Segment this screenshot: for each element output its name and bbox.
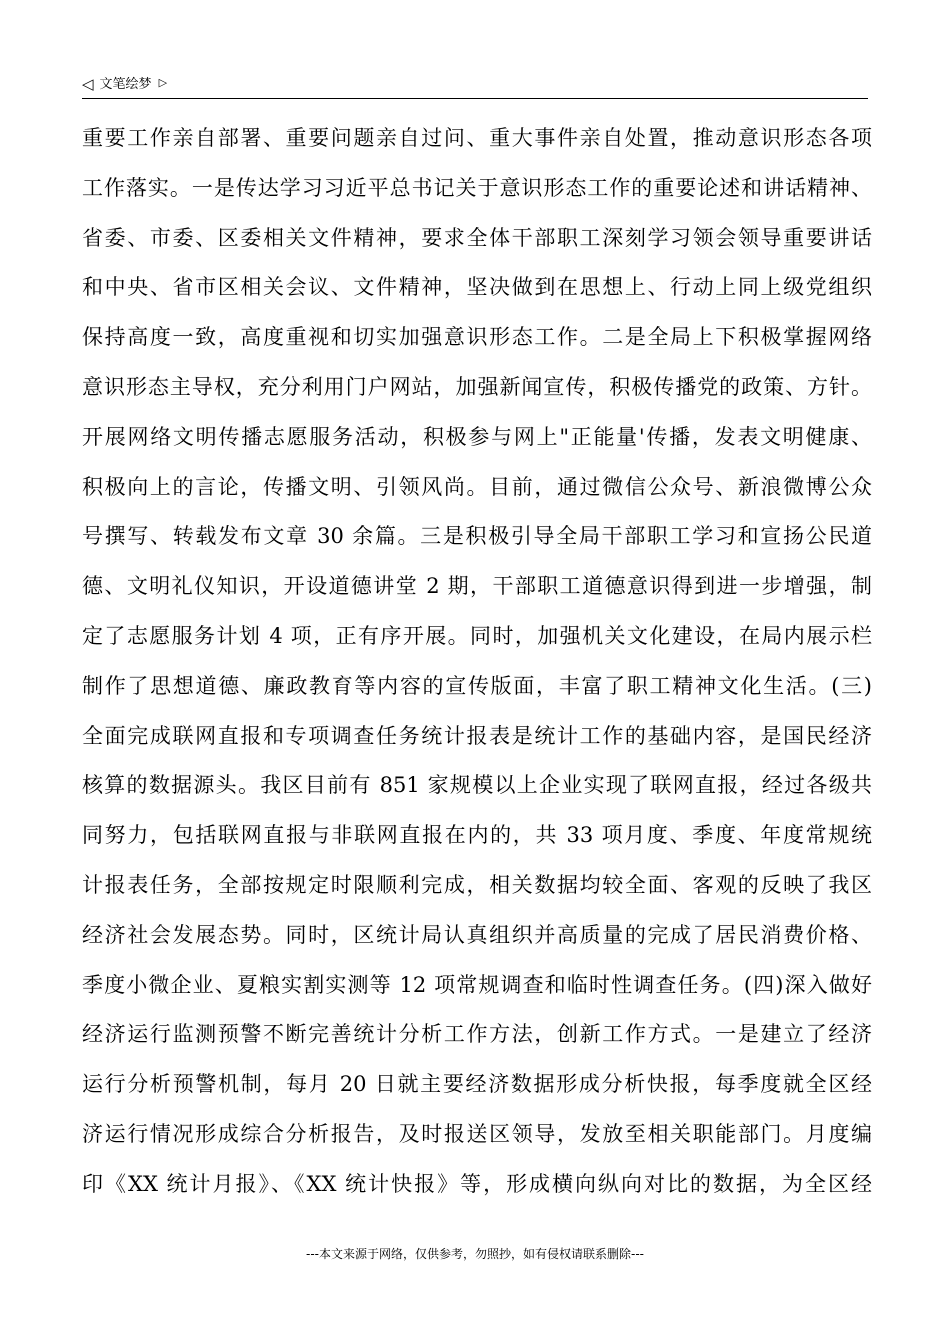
text-line: 全面完成联网直报和专项调查任务统计报表是统计工作的基础内容，是国民经济 — [82, 723, 872, 748]
text-line: 重要工作亲自部署、重要问题亲自过问、重大事件亲自处置，推动意识形态各项 — [82, 126, 872, 150]
text-line: 意识形态主导权，充分利用门户网站，加强新闻宣传，积极传播党的政策、方针。 — [82, 374, 872, 399]
text-line: 经济社会发展态势。同时，区统计局认真组织并高质量的完成了居民消费价格、 — [82, 922, 872, 947]
text-line: 工作落实。一是传达学习习近平总书记关于意识形态工作的重要论述和讲话精神、 — [82, 175, 872, 200]
text-line: 保持高度一致，高度重视和切实加强意识形态工作。二是全局上下积极掌握网络 — [82, 325, 872, 350]
text-line: 积极向上的言论，传播文明、引领风尚。目前，通过微信公众号、新浪微博公众 — [82, 474, 872, 499]
page-header — [82, 76, 868, 99]
text-line: 季度小微企业、夏粮实割实测等 12 项常规调查和临时性调查任务。(四)深入做好 — [82, 972, 872, 997]
text-line: 开展网络文明传播志愿服务活动，积极参与网上"正能量'传播，发表文明健康、 — [82, 424, 872, 449]
text-line: 核算的数据源头。我区目前有 851 家规模以上企业实现了联网直报，经过各级共 — [82, 773, 872, 798]
triangle-left-icon: ◁ — [82, 75, 94, 93]
text-line: 济运行情况形成综合分析报告，及时报送区领导，发放至相关职能部门。月度编 — [82, 1121, 872, 1146]
text-line: 印《XX 统计月报》、《XX 统计快报》等，形成横向纵向对比的数据，为全区经 — [82, 1171, 872, 1196]
page-footer: ---本文来源于网络，仅供参考，勿照抄，如有侵权请联系删除--- — [306, 1247, 644, 1261]
text-line: 省委、市委、区委相关文件精神，要求全体干部职工深刻学习领会领导重要讲话 — [82, 225, 872, 250]
text-line: 同努力，包括联网直报与非联网直报在内的，共 33 项月度、季度、年度常规统 — [82, 823, 872, 848]
text-line: 制作了思想道德、廉政教育等内容的宣传版面，丰富了职工精神文化生活。(三) — [82, 673, 872, 698]
document-body — [82, 120, 872, 1216]
text-line: 和中央、省市区相关会议、文件精神，坚决做到在思想上、行动上同上级党组织 — [82, 275, 872, 300]
text-line: 经济运行监测预警不断完善统计分析工作方法，创新工作方式。一是建立了经济 — [82, 1022, 872, 1047]
header-title: 文笔绘梦 — [99, 77, 152, 92]
text-line: 号撰写、转载发布文章 30 余篇。三是积极引导全局干部职工学习和宣扬公民道 — [82, 524, 872, 549]
text-line: 德、文明礼仪知识，开设道德讲堂 2 期，干部职工道德意识得到进一步增强，制 — [82, 574, 872, 599]
text-line: 运行分析预警机制，每月 20 日就主要经济数据形成分析快报，每季度就全区经 — [82, 1072, 872, 1097]
triangle-right-icon: ▷ — [158, 76, 168, 89]
text-line: 计报表任务，全部按规定时限顺利完成，相关数据均较全面、客观的反映了我区 — [82, 872, 872, 897]
text-line: 定了志愿服务计划 4 项，正有序开展。同时，加强机关文化建设，在局内展示栏 — [82, 623, 872, 648]
